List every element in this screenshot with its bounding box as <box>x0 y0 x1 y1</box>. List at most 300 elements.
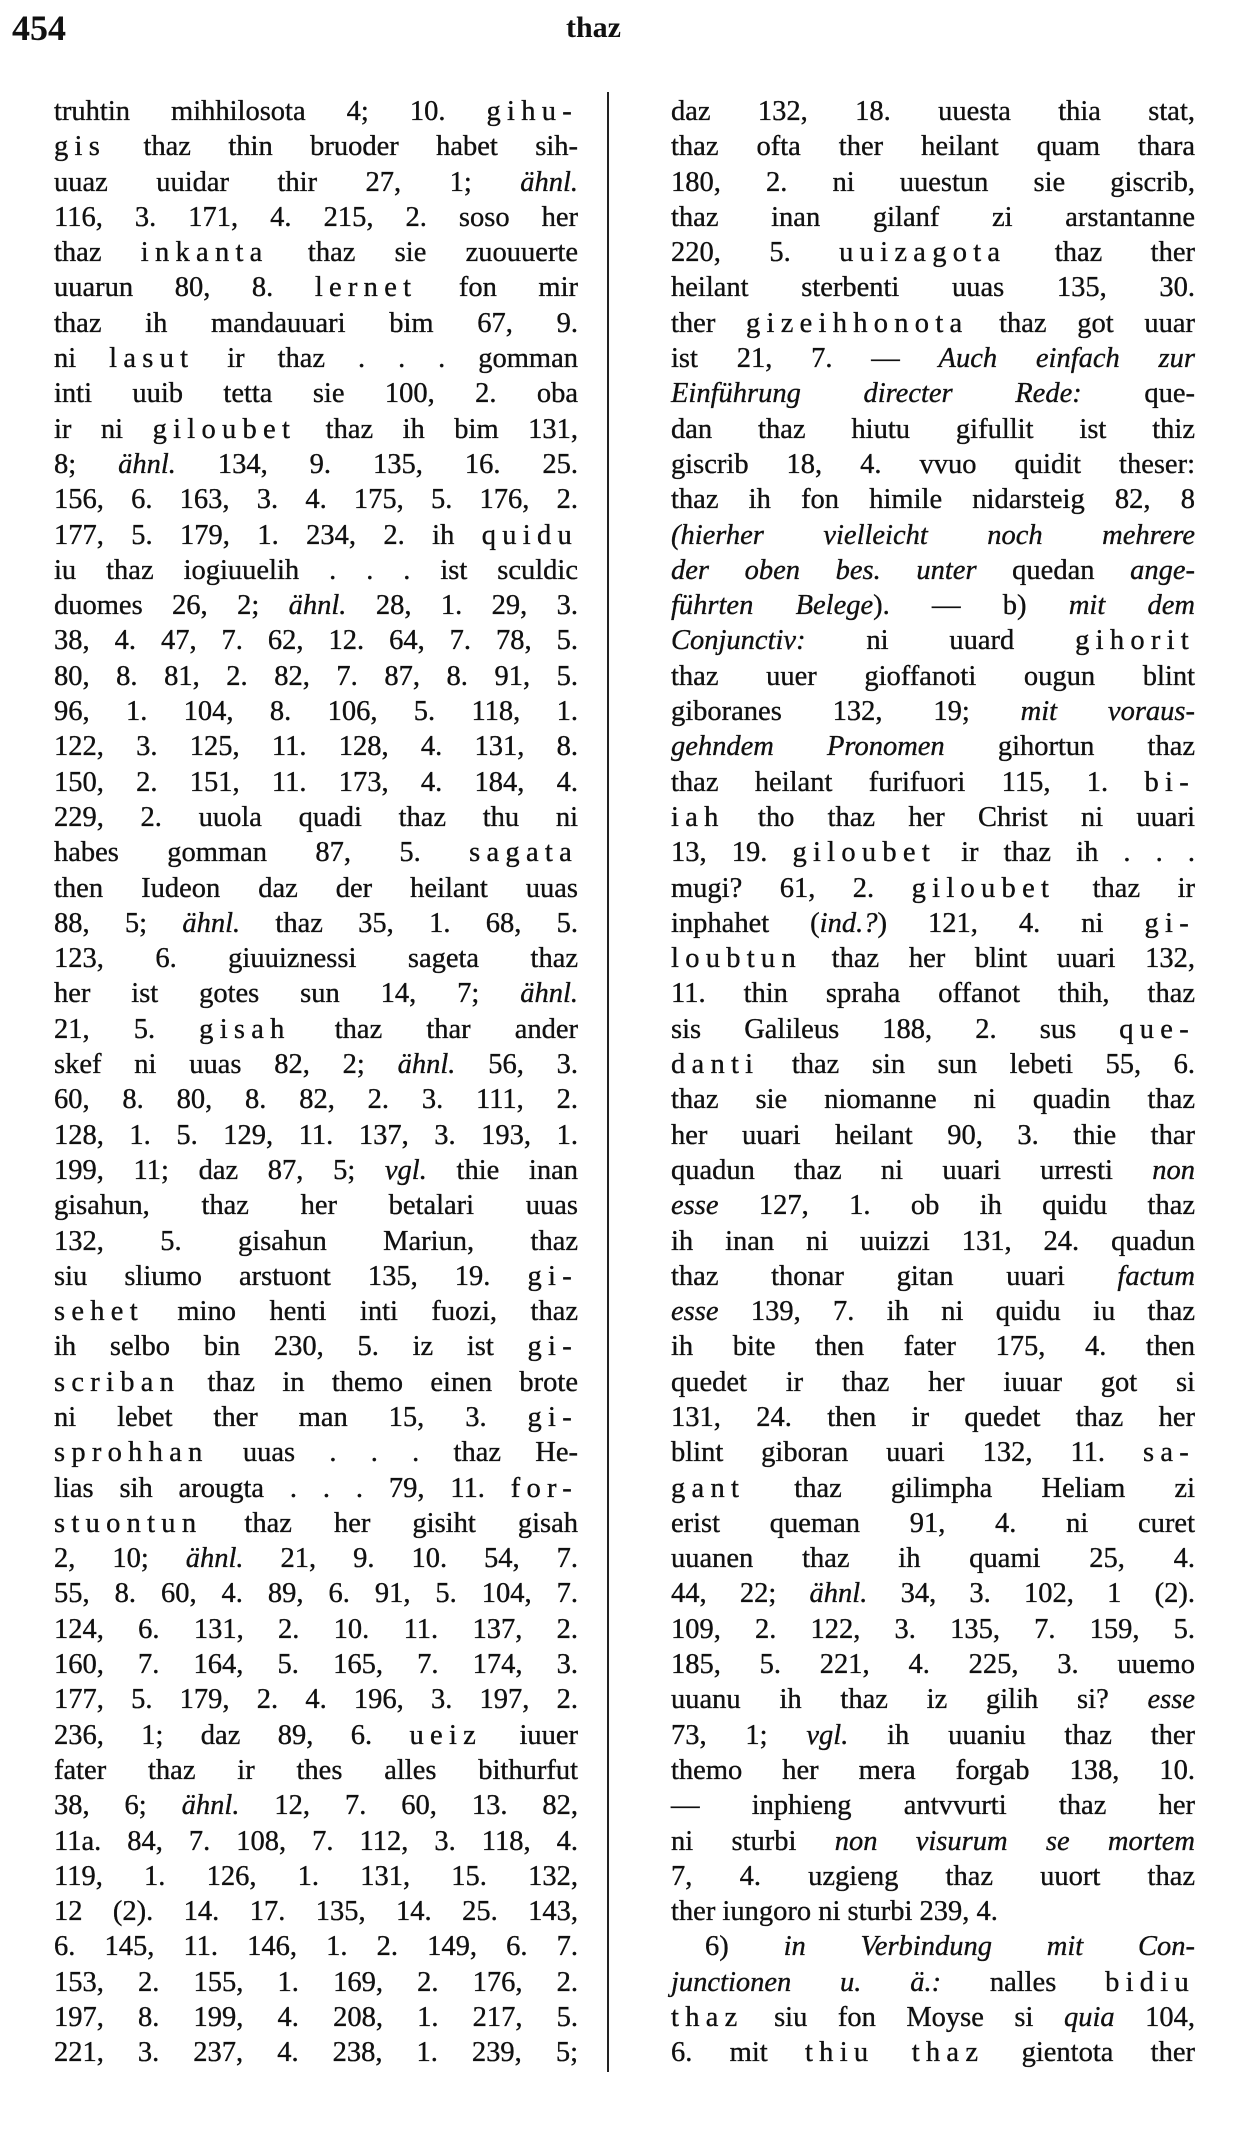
text-segment: thaz her blint uuari 132, <box>801 943 1195 975</box>
italic-text: ähnl. <box>520 166 578 198</box>
text-segment: thaz uuer gioffanoti ougun blint <box>671 660 1195 692</box>
text-line <box>54 1153 578 1188</box>
text-line <box>671 1859 1195 1894</box>
italic-text: junctionen u. ä.: <box>671 1966 942 1998</box>
text-line <box>54 871 578 906</box>
text-segment: 124, 6. 131, 2. 10. 11. 137, 2. <box>54 1613 578 1645</box>
text-line <box>671 200 1195 235</box>
italic-text: esse <box>1147 1684 1195 1716</box>
italic-text: ähnl. <box>809 1578 868 1610</box>
text-segment: her uuari heilant 90, 3. thie thar <box>671 1119 1195 1151</box>
italic-text: non <box>1152 1154 1195 1186</box>
italic-text: mit dem <box>1068 590 1196 622</box>
text-line <box>54 1294 578 1329</box>
text-segment: 185, 5. 221, 4. 225, 3. uuemo <box>671 1649 1195 1681</box>
text-line <box>54 1965 578 2000</box>
text-line <box>54 1259 578 1294</box>
text-segment: giboranes 132, 19; <box>671 696 1021 728</box>
text-segment: 119, 1. 126, 1. 131, 15. 132, <box>54 1860 578 1892</box>
text-line <box>671 1329 1195 1364</box>
text-line <box>54 1188 578 1223</box>
text-segment: 109, 2. 122, 3. 135, 7. 159, 5. <box>671 1613 1195 1645</box>
text-line <box>54 623 578 658</box>
text-segment: 160, 7. 164, 5. 165, 7. 174, 3. <box>54 1649 578 1681</box>
text-line <box>54 906 578 941</box>
text-line <box>54 1329 578 1364</box>
italic-text: Einführung directer Rede: <box>671 378 1082 410</box>
text-line <box>671 1647 1195 1682</box>
text-segment: uuaz uuidar thir 27, 1; <box>54 166 521 198</box>
text-line <box>671 765 1195 800</box>
text-segment: 12 (2). 14. 17. 135, 14. 25. 143, <box>54 1896 578 1928</box>
text-segment: ni sturbi <box>671 1825 835 1857</box>
text-segment: 7, 4. uzgieng thaz uuort thaz <box>671 1860 1195 1892</box>
text-line <box>54 1224 578 1259</box>
text-segment: heilant sterbenti uuas 135, 30. <box>671 272 1195 304</box>
text-line <box>671 412 1195 447</box>
text-line <box>54 659 578 694</box>
text-segment: duomes 26, 2; <box>54 590 289 622</box>
text-segment: thaz heilant furifuori 115, 1. <box>671 766 1145 798</box>
text-segment: ist 21, 7. — <box>671 343 939 375</box>
spaced-headword: sagata <box>469 837 578 869</box>
text-segment: 220, 5. <box>671 237 840 269</box>
text-segment: tho thaz her Christ ni uuari <box>724 801 1195 833</box>
italic-text: mit voraus- <box>1020 696 1195 728</box>
text-segment: 12, 7. 60, 13. 82, <box>239 1790 579 1822</box>
text-segment: thaz ih bim 131, <box>296 413 578 445</box>
text-segment: ni lebet ther man 15, 3. <box>54 1401 528 1433</box>
text-line <box>671 306 1195 341</box>
text-line <box>54 129 578 164</box>
text-segment: ) 121, 4. ni <box>877 907 1145 939</box>
text-segment: — inphieng antvvurti thaz her <box>671 1790 1195 1822</box>
text-line <box>54 2035 578 2070</box>
text-line <box>671 835 1195 870</box>
text-line <box>54 1047 578 1082</box>
text-segment: thaz in themo einen brote <box>180 1366 578 1398</box>
text-segment: 104, <box>1114 2002 1196 2034</box>
text-segment: 38, 4. 47, 7. 62, 12. 64, 7. 78, 5. <box>54 625 578 657</box>
text-line <box>54 412 578 447</box>
text-line <box>671 1118 1195 1153</box>
spaced-headword: gi- <box>527 1331 578 1363</box>
text-segment: uuas . . . thaz He- <box>208 1437 578 1469</box>
text-segment: giscrib 18, 4. vvuo quidit theser: <box>671 448 1195 480</box>
italic-text: ähnl. <box>181 1790 240 1822</box>
text-segment: 128, 1. 5. 129, 11. 137, 3. 193, 1. <box>54 1119 578 1151</box>
text-line <box>671 129 1195 164</box>
text-line <box>54 165 578 200</box>
spaced-headword: gisah <box>199 1013 291 1045</box>
text-segment: iu thaz iogiuuelih . . . ist sculdic <box>54 554 578 586</box>
spaced-headword: sehet <box>54 1296 144 1328</box>
italic-text: ind.? <box>819 907 878 939</box>
text-segment: 2, 10; <box>54 1543 186 1575</box>
spaced-headword: ueiz <box>409 1719 483 1751</box>
text-segment: 199, 11; daz 87, 5; <box>54 1154 385 1186</box>
text-segment: thaz sie niomanne ni quadin thaz <box>671 1084 1195 1116</box>
italic-text: ange- <box>1130 554 1195 586</box>
text-segment: 229, 2. uuola quadi thaz thu ni <box>54 801 578 833</box>
text-line <box>671 165 1195 200</box>
text-line <box>671 2000 1195 2035</box>
text-segment: thaz inan gilanf zi arstantanne <box>671 201 1195 233</box>
text-segment: mino henti inti fuozi, thaz <box>143 1296 578 1328</box>
text-line <box>54 1647 578 1682</box>
text-segment: 197, 8. 199, 4. 208, 1. 217, 5. <box>54 2002 578 2034</box>
text-line <box>54 341 578 376</box>
text-line <box>671 694 1195 729</box>
spaced-headword: bidiu <box>1105 1966 1195 1998</box>
text-line <box>54 1400 578 1435</box>
text-segment: thaz her gisiht gisah <box>202 1507 578 1539</box>
text-segment: ih uuaniu thaz ther <box>848 1719 1195 1751</box>
text-segment: 38, 6; <box>54 1790 182 1822</box>
text-segment <box>874 2037 911 2068</box>
text-line <box>54 306 578 341</box>
text-line <box>54 835 578 870</box>
text-segment: 44, 22; <box>671 1578 810 1610</box>
italic-text: (hierher vielleicht noch mehrere <box>671 519 1195 551</box>
italic-text: ähnl. <box>520 978 578 1010</box>
text-segment: 116, 3. 171, 4. 215, 2. soso her <box>54 201 578 233</box>
text-line <box>671 588 1195 623</box>
text-segment: themo her mera forgab 138, 10. <box>671 1754 1195 1786</box>
text-segment: mugi? 61, 2. <box>671 872 912 904</box>
text-line <box>671 1894 1195 1929</box>
text-line <box>54 1753 578 1788</box>
text-line <box>54 1788 578 1823</box>
text-segment: 80, 8. 81, 2. 82, 7. 87, 8. 91, 5. <box>54 660 578 692</box>
italic-text: vgl. <box>806 1719 849 1751</box>
text-segment: 134, 9. 135, 16. 25. <box>175 448 579 480</box>
text-segment: iuuer <box>482 1719 579 1751</box>
italic-text: quia <box>1063 2002 1115 2034</box>
text-segment: ih bite then fater 175, 4. then <box>671 1331 1195 1363</box>
text-line <box>671 1506 1195 1541</box>
text-line <box>671 1612 1195 1647</box>
text-segment: thaz ih fon himile nidarsteig 82, 8 <box>671 484 1195 516</box>
text-line <box>54 1576 578 1611</box>
text-segment: her ist gotes sun 14, 7; <box>54 978 521 1010</box>
spaced-headword: thiu <box>804 2037 875 2069</box>
text-segment: thaz <box>54 237 141 269</box>
text-line <box>54 2000 578 2035</box>
text-line <box>671 1082 1195 1117</box>
text-line <box>671 1576 1195 1611</box>
text-line <box>671 270 1195 305</box>
text-line <box>54 694 578 729</box>
text-segment: blint giboran uuari 132, 11. <box>671 1437 1143 1469</box>
spaced-headword: gi- <box>527 1401 578 1433</box>
text-line <box>671 1471 1195 1506</box>
italic-text: esse <box>671 1296 719 1328</box>
spaced-headword: thaz <box>671 2002 744 2034</box>
text-line <box>54 1082 578 1117</box>
text-segment: 8; <box>54 448 119 480</box>
text-line <box>671 729 1195 764</box>
text-line <box>671 1012 1195 1047</box>
text-line <box>54 976 578 1011</box>
text-segment: 156, 6. 163, 3. 4. 175, 5. 176, 2. <box>54 484 578 516</box>
text-segment: thaz thin bruoder habet sih- <box>106 131 578 163</box>
text-segment: thaz ofta ther heilant quam thara <box>671 131 1195 163</box>
text-line <box>54 1541 578 1576</box>
text-segment: 11a. 84, 7. 108, 7. 112, 3. 118, 4. <box>54 1825 578 1857</box>
text-line <box>671 553 1195 588</box>
text-segment: ir thaz ih . . . <box>936 837 1195 869</box>
spaced-headword: inkanta <box>140 237 269 269</box>
text-line <box>671 1400 1195 1435</box>
text-segment: 150, 2. 151, 11. 173, 4. 184, 4. <box>54 766 578 798</box>
text-segment: 56, 3. <box>455 1049 578 1081</box>
spaced-headword: gi- <box>527 1260 578 1292</box>
text-segment: 60, 8. 80, 8. 82, 2. 3. 111, 2. <box>54 1084 578 1116</box>
text-line <box>671 1929 1195 1964</box>
spaced-headword: gi- <box>1144 907 1195 939</box>
spaced-headword: giloubet <box>911 872 1056 904</box>
text-segment: uuanu ih thaz iz gilih si? <box>671 1684 1148 1716</box>
text-line <box>54 270 578 305</box>
italic-text: in Verbindung mit Con- <box>783 1931 1195 1963</box>
italic-text: factum <box>1117 1260 1195 1292</box>
spaced-headword: uuizagota <box>839 237 1007 269</box>
text-segment: 236, 1; daz 89, 6. <box>54 1719 410 1751</box>
text-line <box>671 976 1195 1011</box>
text-line <box>671 1435 1195 1470</box>
spaced-headword: gihorit <box>1075 625 1195 657</box>
spaced-headword: iah <box>671 801 725 833</box>
text-segment: nalles <box>941 1966 1106 1998</box>
text-segment: 122, 3. 125, 11. 128, 4. 131, 8. <box>54 731 578 763</box>
text-segment: habes gomman 87, 5. <box>54 837 470 869</box>
spaced-headword: bi- <box>1144 766 1195 798</box>
text-segment: ther <box>671 307 746 339</box>
text-segment: thaz gilimpha Heliam zi <box>745 1472 1195 1504</box>
text-line <box>671 906 1195 941</box>
text-segment: gisahun, thaz her betalari uuas <box>54 1190 578 1222</box>
text-segment: 73, 1; <box>671 1719 807 1751</box>
text-line <box>671 2035 1195 2070</box>
text-line <box>54 1506 578 1541</box>
text-line <box>671 518 1195 553</box>
spaced-headword: loubtun <box>671 943 802 975</box>
text-segment: skef ni uuas 82, 2; <box>54 1049 398 1081</box>
text-segment: ni uuard <box>805 625 1076 657</box>
text-segment: then Iudeon daz der heilant uuas <box>54 872 578 904</box>
text-line <box>671 659 1195 694</box>
text-line <box>671 1965 1195 2000</box>
text-segment: ir thaz . . . gomman <box>194 343 578 375</box>
text-segment: siu sliumo arstuont 135, 19. <box>54 1260 528 1292</box>
italic-text: Auch einfach zur <box>938 343 1195 375</box>
text-segment: 153, 2. 155, 1. 169, 2. 176, 2. <box>54 1966 578 1998</box>
text-segment: erist queman 91, 4. ni curet <box>671 1507 1195 1539</box>
text-segment: 6. 145, 11. 146, 1. 2. 149, 6. 7. <box>54 1931 578 1963</box>
text-segment: lias sih arougta . . . 79, 11. <box>54 1472 511 1504</box>
text-line <box>54 553 578 588</box>
text-segment: thaz ther <box>1006 237 1195 269</box>
text-line <box>671 1753 1195 1788</box>
text-segment: ni <box>54 343 110 375</box>
text-line <box>671 871 1195 906</box>
text-segment: ). — b) <box>873 590 1069 622</box>
text-line <box>54 1859 578 1894</box>
text-segment: 177, 5. 179, 1. 234, 2. ih <box>54 519 482 551</box>
spaced-headword: gant <box>671 1472 746 1504</box>
italic-text: gehndem Pronomen <box>671 731 945 763</box>
text-segment: 6) <box>705 1931 784 1963</box>
italic-text: ähnl. <box>182 907 241 939</box>
text-line <box>671 1682 1195 1717</box>
italic-text: ähnl. <box>185 1543 244 1575</box>
text-segment: inphahet ( <box>671 907 820 939</box>
text-segment: dan thaz hiutu gifullit ist thiz <box>671 413 1195 445</box>
text-segment: 21, 9. 10. 54, 7. <box>243 1543 578 1575</box>
spaced-headword: gizeihhonota <box>745 307 969 339</box>
text-line <box>671 1788 1195 1823</box>
text-line <box>54 447 578 482</box>
text-line <box>671 623 1195 658</box>
italic-text: führten Belege <box>671 590 874 622</box>
text-segment: thaz ir <box>1055 872 1195 904</box>
text-segment: thaz 35, 1. 68, 5. <box>240 907 579 939</box>
text-segment: 96, 1. 104, 8. 106, 5. 118, 1. <box>54 696 578 728</box>
text-segment: 55, 8. 60, 4. 89, 6. 91, 5. 104, 7. <box>54 1578 578 1610</box>
text-segment: siu fon Moyse si <box>743 2002 1064 2034</box>
italic-text: ähnl. <box>288 590 347 622</box>
italic-text: Conjunctiv: <box>671 625 806 657</box>
text-segment: gihortun thaz <box>944 731 1195 763</box>
text-segment: ther iungoro ni sturbi 239, 4. <box>671 1896 998 1928</box>
text-line <box>54 588 578 623</box>
text-line <box>54 235 578 270</box>
text-segment: inti uuib tetta sie 100, 2. oba <box>54 378 578 410</box>
text-line <box>671 941 1195 976</box>
text-line <box>671 376 1195 411</box>
italic-text: vgl. <box>384 1154 427 1186</box>
text-line <box>671 447 1195 482</box>
text-line <box>54 1824 578 1859</box>
text-line <box>54 765 578 800</box>
text-line <box>54 1435 578 1470</box>
left-column <box>54 94 578 2071</box>
text-line <box>54 376 578 411</box>
spaced-headword: sprohhan <box>54 1437 209 1469</box>
text-line <box>54 1612 578 1647</box>
text-segment: thaz thar ander <box>290 1013 578 1045</box>
text-segment: quadun thaz ni uuari urresti <box>671 1154 1153 1186</box>
text-segment: ih inan ni uuizzi 131, 24. quadun <box>671 1225 1195 1257</box>
text-segment: ir ni <box>54 413 153 445</box>
text-segment: que- <box>1081 378 1195 410</box>
text-segment: quedet ir thaz her iuuar got si <box>671 1366 1195 1398</box>
text-segment: uuarun 80, 8. <box>54 272 315 304</box>
italic-text: der oben bes. unter <box>671 554 977 586</box>
text-line <box>54 729 578 764</box>
text-segment: thaz got uuar <box>968 307 1195 339</box>
text-line <box>671 1541 1195 1576</box>
spaced-headword: sa- <box>1142 1437 1195 1469</box>
page-number: 454 <box>12 8 66 48</box>
text-line <box>54 518 578 553</box>
spaced-headword: thaz <box>911 2037 985 2069</box>
text-segment: fon mir <box>417 272 578 304</box>
text-segment: 28, 1. 29, 3. <box>346 590 579 622</box>
text-line <box>671 1824 1195 1859</box>
italic-text: non visurum se mortem <box>834 1825 1195 1857</box>
text-line <box>671 482 1195 517</box>
spaced-headword: quidu <box>481 519 578 551</box>
text-segment: 221, 3. 237, 4. 238, 1. 239, 5; <box>54 2037 578 2069</box>
text-segment: 6. mit <box>671 2037 805 2069</box>
text-line <box>54 941 578 976</box>
spaced-headword: stuontun <box>54 1507 203 1539</box>
text-line <box>671 94 1195 129</box>
text-segment: ih selbo bin 230, 5. iz ist <box>54 1331 528 1363</box>
spaced-headword: gis <box>54 131 107 163</box>
text-segment: daz 132, 18. uuesta thia stat, <box>671 96 1195 127</box>
spaced-headword: lernet <box>314 272 418 304</box>
spaced-headword: danti <box>671 1049 760 1081</box>
spaced-headword: scriban <box>54 1366 181 1398</box>
text-segment: 21, 5. <box>54 1013 200 1045</box>
text-line <box>671 1718 1195 1753</box>
spaced-headword: que- <box>1119 1013 1195 1045</box>
spaced-headword: for- <box>510 1472 578 1504</box>
text-segment: 123, 6. giuuiznessi sageta thaz <box>54 943 578 975</box>
text-segment: thaz sie zuouuerte <box>268 237 579 269</box>
text-segment: truhtin mihhilosota 4; 10. <box>54 96 487 127</box>
text-segment: thaz ih mandauuari bim 67, 9. <box>54 307 578 339</box>
text-segment: 11. thin spraha offanot thih, thaz <box>671 978 1195 1010</box>
text-segment: 127, 1. ob ih quidu thaz <box>718 1190 1195 1222</box>
text-segment: quedan <box>976 554 1131 586</box>
text-line <box>54 1929 578 1964</box>
text-segment: uuanen thaz ih quami 25, 4. <box>671 1543 1195 1575</box>
text-line <box>54 1718 578 1753</box>
text-line <box>54 1682 578 1717</box>
text-line <box>671 235 1195 270</box>
text-segment: 180, 2. ni uuestun sie giscrib, <box>671 166 1195 198</box>
text-line <box>54 1894 578 1929</box>
italic-text: ähnl. <box>397 1049 456 1081</box>
spaced-headword: giloubet <box>792 837 937 869</box>
text-line <box>671 1153 1195 1188</box>
text-line <box>671 800 1195 835</box>
text-line <box>671 1047 1195 1082</box>
text-line <box>54 94 578 129</box>
column-divider <box>607 92 609 2072</box>
text-segment: fater thaz ir thes alles bithurfut <box>54 1754 578 1786</box>
italic-text: esse <box>671 1190 719 1222</box>
text-segment: 34, 3. 102, 1 (2). <box>867 1578 1196 1610</box>
text-line <box>671 341 1195 376</box>
right-column <box>671 94 1195 2071</box>
text-line <box>54 1365 578 1400</box>
text-line <box>54 482 578 517</box>
text-segment: thaz sin sun lebeti 55, 6. <box>759 1049 1195 1081</box>
text-segment: sis Galileus 188, 2. sus <box>671 1013 1120 1045</box>
text-segment: 88, 5; <box>54 907 183 939</box>
text-line <box>54 800 578 835</box>
italic-text: ähnl. <box>118 448 176 480</box>
text-segment: 13, 19. <box>671 837 793 869</box>
text-line <box>54 200 578 235</box>
text-line <box>54 1118 578 1153</box>
running-head: thaz <box>566 11 621 44</box>
